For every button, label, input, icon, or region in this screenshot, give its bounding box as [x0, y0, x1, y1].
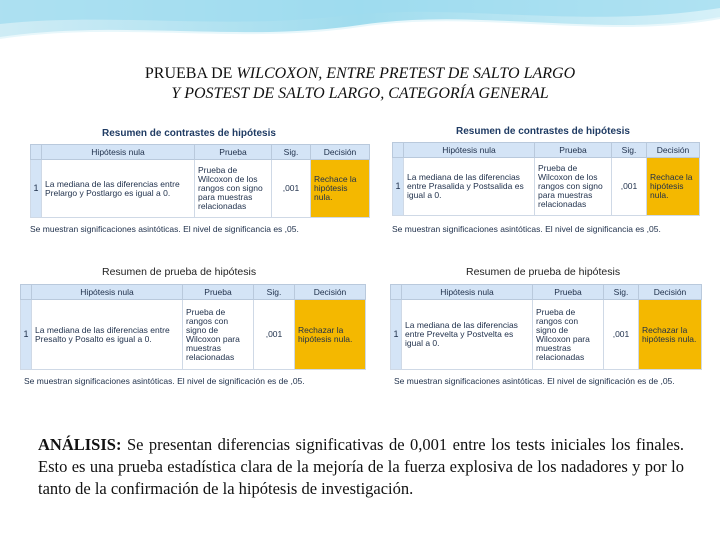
test-cell: Prueba de rangos con signo de Wilcoxon para muestras relacionadas: [183, 300, 254, 370]
header-blank: [391, 285, 402, 300]
test-cell: Prueba de rangos con signo de Wilcoxon para muestras relacionadas: [533, 300, 604, 370]
row-index: 1: [31, 160, 42, 218]
header-null-hypothesis: Hipótesis nula: [32, 285, 183, 300]
analysis-text: Se presentan diferencias significativas de 0,001 entre los tests iniciales los finales. Esto es una prueba estadística clara de la mejoría de la fuerza explosiva de los nadadores y por lo tanto de la confirmación de la hipótesis de investigación.: [38, 435, 684, 498]
header-null-hypothesis: Hipótesis nula: [404, 143, 535, 158]
panel-note: Se muestran significaciones asintóticas. El nivel de significación es de ,05.: [24, 376, 305, 386]
header-decision: Decisión: [295, 285, 366, 300]
panel-title: Resumen de contrastes de hipótesis: [102, 128, 276, 139]
header-blank: [31, 145, 42, 160]
null-hypothesis-cell: La mediana de las diferencias entre Prevelta y Postvelta es igual a 0.: [402, 300, 533, 370]
sig-cell: ,001: [272, 160, 311, 218]
hypothesis-table: [390, 284, 702, 370]
panel-title: Resumen de prueba de hipótesis: [102, 266, 257, 278]
header-null-hypothesis: Hipótesis nula: [402, 285, 533, 300]
header-test: Prueba: [535, 143, 612, 158]
table-header-row: [393, 143, 700, 158]
header-wave-decoration: [0, 0, 720, 60]
header-decision: Decisión: [647, 143, 700, 158]
table-row: [391, 300, 702, 370]
title-line-2: Y POSTEST DE SALTO LARGO, CATEGORÍA GENERAL: [171, 85, 549, 102]
table-header-row: [21, 285, 366, 300]
sig-cell: ,001: [604, 300, 639, 370]
panel-note: Se muestran significaciones asintóticas. El nivel de significancia es ,05.: [30, 224, 299, 234]
slide-title: [0, 64, 720, 104]
row-index: 1: [393, 158, 404, 216]
results-panel-bottom-left: [18, 264, 368, 390]
decision-cell: Rechazar la hipótesis nula.: [639, 300, 702, 370]
results-panel-bottom-right: [388, 264, 706, 390]
hypothesis-table: [30, 144, 370, 218]
table-header-row: [391, 285, 702, 300]
test-cell: Prueba de Wilcoxon de los rangos con signo para muestras relacionadas: [195, 160, 272, 218]
header-null-hypothesis: Hipótesis nula: [42, 145, 195, 160]
panel-title: Resumen de prueba de hipótesis: [466, 266, 621, 278]
header-test: Prueba: [183, 285, 254, 300]
panel-title: Resumen de contrastes de hipótesis: [456, 126, 630, 137]
results-panel-top-left: [26, 126, 370, 238]
analysis-label: ANÁLISIS:: [38, 435, 122, 454]
row-index: 1: [391, 300, 402, 370]
header-decision: Decisión: [311, 145, 370, 160]
null-hypothesis-cell: La mediana de las diferencias entre Presalto y Posalto es igual a 0.: [32, 300, 183, 370]
decision-cell: Rechazar la hipótesis nula.: [295, 300, 366, 370]
header-sig: Sig.: [272, 145, 311, 160]
header-sig: Sig.: [612, 143, 647, 158]
header-test: Prueba: [195, 145, 272, 160]
header-sig: Sig.: [604, 285, 639, 300]
header-test: Prueba: [533, 285, 604, 300]
decision-cell: Rechace la hipótesis nula.: [647, 158, 700, 216]
hypothesis-table: [392, 142, 700, 216]
header-blank: [21, 285, 32, 300]
table-row: [393, 158, 700, 216]
table-row: [31, 160, 370, 218]
row-index: 1: [21, 300, 32, 370]
sig-cell: ,001: [254, 300, 295, 370]
header-sig: Sig.: [254, 285, 295, 300]
analysis-paragraph: [38, 434, 684, 500]
test-cell: Prueba de Wilcoxon de los rangos con signo para muestras relacionadas: [535, 158, 612, 216]
results-panel-top-right: [388, 124, 704, 238]
header-decision: Decisión: [639, 285, 702, 300]
title-line-1: PRUEBA DE WILCOXON, ENTRE PRETEST DE SALTO LARGO: [144, 65, 576, 82]
hypothesis-table: [20, 284, 366, 370]
header-blank: [393, 143, 404, 158]
table-row: [21, 300, 366, 370]
table-header-row: [31, 145, 370, 160]
null-hypothesis-cell: La mediana de las diferencias entre Prasalida y Postsalida es igual a 0.: [404, 158, 535, 216]
null-hypothesis-cell: La mediana de las diferencias entre Prelargo y Postlargo es igual a 0.: [42, 160, 195, 218]
decision-cell: Rechace la hipótesis nula.: [311, 160, 370, 218]
panel-note: Se muestran significaciones asintóticas. El nivel de significancia es ,05.: [392, 224, 661, 234]
panel-note: Se muestran significaciones asintóticas. El nivel de significación es de ,05.: [394, 376, 675, 386]
sig-cell: ,001: [612, 158, 647, 216]
